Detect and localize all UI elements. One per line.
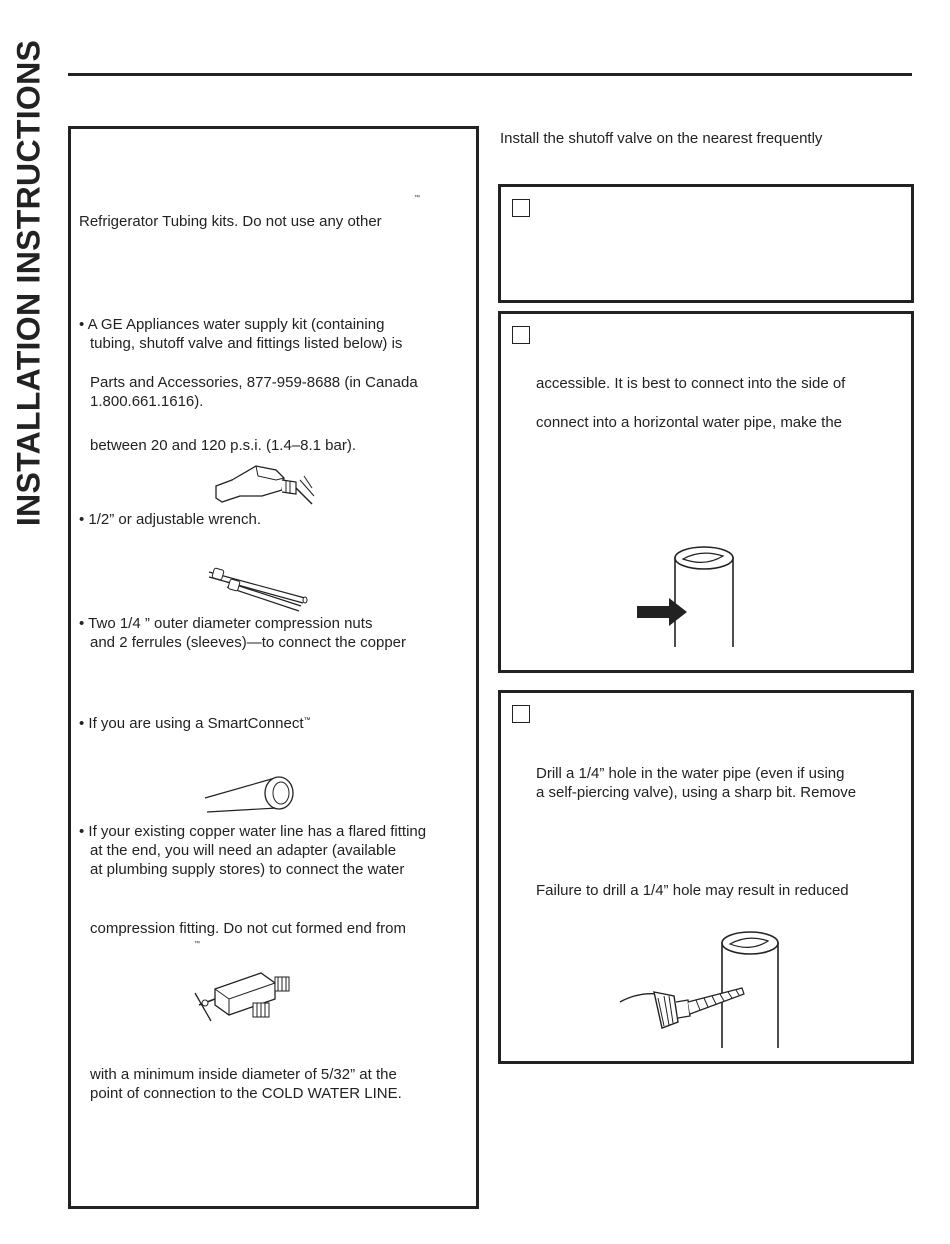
flared-fitting-text: • If your existing copper water line has a flared fitting [79, 823, 427, 840]
header-rule [68, 73, 912, 76]
step-1-checkbox[interactable] [512, 199, 530, 217]
drill-icon [212, 460, 322, 510]
supply-kit-text: • A GE Appliances water supply kit (containing [79, 316, 385, 333]
minimum-diameter-text: with a minimum inside diameter of 5/32” at the [90, 1066, 397, 1083]
step-3-text-2: a self-piercing valve), using a sharp bit. Remove [536, 784, 857, 801]
flared-fitting-text-2: at the end, you will need an adapter (available [90, 842, 397, 859]
flared-fitting-text-3: at plumbing supply stores) to connect the water [90, 861, 405, 878]
side-title-text: INSTALLATION INSTRUCTIONS [10, 39, 47, 526]
step-2-text-2: connect into a horizontal water pipe, make the [536, 414, 843, 431]
step-3-checkbox[interactable] [512, 705, 530, 723]
step-2-text: accessible. It is best to connect into the side of [536, 375, 846, 392]
requirements-panel [68, 126, 479, 1209]
compression-nuts-text-2: and 2 ferrules (sleeves)—to connect the copper [90, 634, 407, 651]
wrench-text: • 1/2” or adjustable wrench. [79, 511, 262, 528]
compression-fitting-text: compression fitting. Do not cut formed end from [90, 920, 406, 937]
shutoff-valve-icon [193, 965, 298, 1025]
compression-nuts-text: • Two 1/4 ” outer diameter compression nuts [79, 615, 373, 632]
trademark-mark: ™ [414, 195, 420, 201]
smartconnect-text: • If you are using a SmartConnect™ [79, 715, 311, 732]
side-title [6, 40, 52, 525]
pressure-text: between 20 and 120 p.s.i. (1.4–8.1 bar). [90, 437, 357, 454]
water-pipe-arrow-icon [635, 543, 740, 648]
step-3-text: Drill a 1/4” hole in the water pipe (even if using [536, 765, 845, 782]
step-1-box [498, 184, 914, 303]
supply-kit-text-2: tubing, shutoff valve and fittings listed below) is [90, 335, 403, 352]
intro-text: Install the shutoff valve on the nearest frequently [500, 130, 823, 147]
tubing-kits-text: Refrigerator Tubing kits. Do not use any other [79, 213, 382, 230]
compression-nuts-icon [205, 560, 310, 612]
step-3-text-3: Failure to drill a 1/4” hole may result in reduced [536, 882, 849, 899]
parts-phone-text: Parts and Accessories, 877-959-8688 (in Canada [90, 374, 418, 391]
drill-into-pipe-icon [618, 928, 788, 1053]
step-2-checkbox[interactable] [512, 326, 530, 344]
minimum-diameter-text-2: point of connection to the COLD WATER LINE. [90, 1085, 402, 1102]
parts-phone-text-2: 1.800.661.1616). [90, 393, 204, 410]
copper-tube-icon [203, 770, 303, 820]
trademark-mark-2: ™ [194, 941, 200, 947]
